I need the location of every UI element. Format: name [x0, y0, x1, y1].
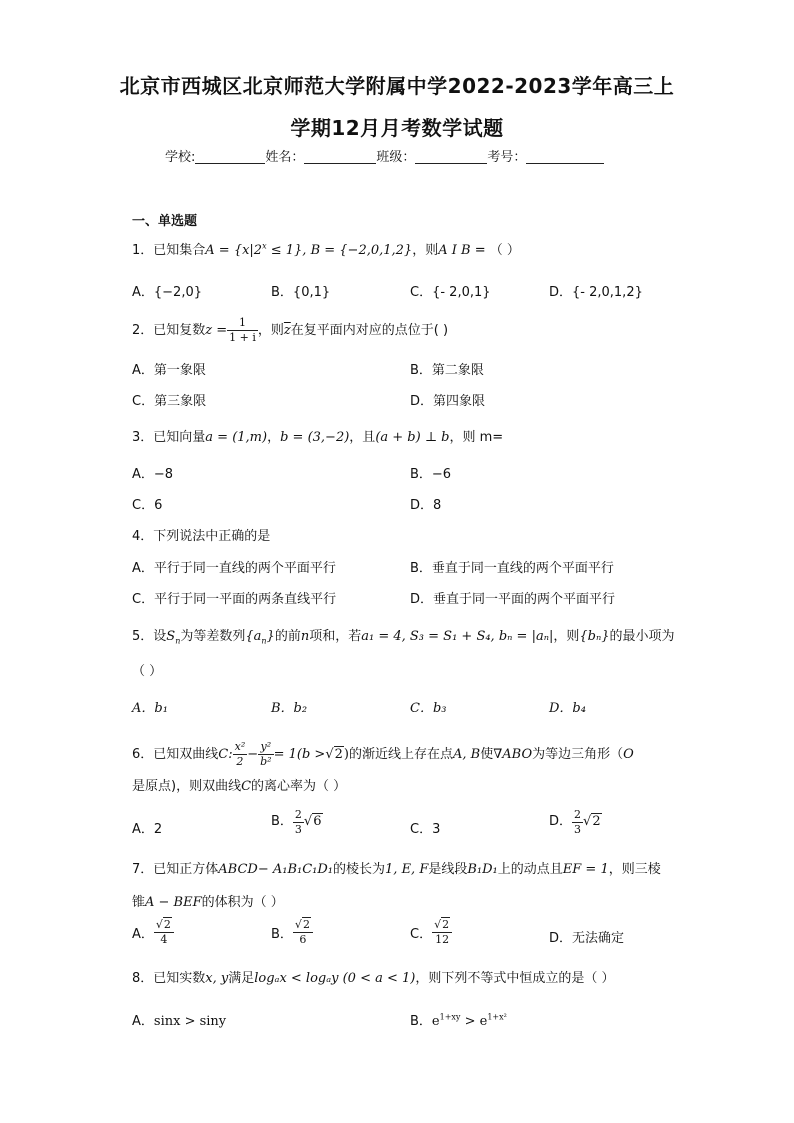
exam-no-label: 考号： — [487, 150, 527, 165]
q3-option-d[interactable]: D．8 — [410, 498, 442, 513]
q1-option-a[interactable]: A．{−2,0} — [132, 285, 203, 300]
q6-frac-x: $\frac{\text{x²}}{2}$ — [234, 740, 246, 768]
q6-mid: 的渐近线上存在点 — [348, 747, 453, 762]
q6-option-d[interactable]: D． $\frac{2}{3}$ √2 — [549, 808, 601, 836]
q1-option-c[interactable]: C．{- 2,0,1} — [410, 285, 491, 300]
q2-tail: 在复平面内对应的点位于( ) — [290, 323, 449, 338]
q5-prefix: 5．设 — [132, 629, 167, 644]
q2-z: z = — [205, 323, 228, 338]
name-blank[interactable] — [304, 150, 376, 164]
q8-tail: ，则下列不等式中恒成立的是（ ） — [415, 971, 615, 986]
q6-line2-tail: 的离心率为（ ） — [251, 779, 347, 794]
q7-option-d[interactable]: D．无法确定 — [549, 931, 625, 946]
q6-prefix: 6．已知双曲线 — [132, 747, 219, 762]
q7-segment: B₁D₁ — [467, 862, 498, 877]
q5-bn: {bₙ} — [579, 629, 610, 644]
q3-and: ，且 — [349, 430, 376, 445]
name-label: 姓名： — [265, 150, 305, 165]
q7-line2-tail: 的体积为（ ） — [201, 895, 284, 910]
q6-ab: A, B — [452, 747, 481, 762]
q6-curve: C: — [218, 747, 233, 762]
q6-mid2: 使 — [480, 747, 494, 762]
q6-option-b[interactable]: B． $\frac{2}{3}$ √6 — [271, 808, 322, 836]
q8-option-b[interactable]: B．$e^{1+xy} > e^{1+x^2}$ — [410, 1012, 507, 1029]
q7-line-2 — [132, 891, 284, 910]
q6-sqrt2: 2 — [334, 747, 343, 762]
q5-mid2: 的前 — [274, 629, 301, 644]
q7-option-a[interactable]: A． $\frac{√2}{4}$ — [132, 918, 174, 947]
q7-mid3: 上的动点且 — [497, 862, 563, 877]
q6-frac-y: $\frac{\text{y²}}{\text{b²}}$ — [260, 740, 272, 768]
q3-option-c[interactable]: C．6 — [132, 498, 163, 513]
q4-option-d[interactable]: D．垂直于同一平面的两个平面平行 — [410, 592, 616, 607]
q7-mid2: 是线段 — [428, 862, 468, 877]
q6-eq: = 1(b > — [273, 747, 326, 762]
school-blank[interactable] — [195, 150, 265, 164]
q8-option-a[interactable]: A．sinx > siny — [132, 1014, 227, 1029]
q7-tail: ，则三棱 — [608, 862, 661, 877]
q3-vector-a: a = (1,m) — [205, 430, 268, 445]
q2-prefix: 2．已知复数 — [132, 323, 206, 338]
q5-mid1: 为等差数列 — [180, 629, 246, 644]
q1-option-b[interactable]: B．{0,1} — [271, 285, 331, 300]
q3-option-a[interactable]: A．−8 — [132, 467, 174, 482]
q5-n: n — [300, 629, 310, 644]
q5-line-2: （ ） — [132, 664, 163, 679]
class-blank[interactable] — [415, 150, 487, 164]
title-line-1: 北京市西城区北京师范大学附属中学2022-2023学年高三上 — [119, 74, 675, 98]
q5-condition: a₁ = 4, S₃ = S₁ + S₄, bₙ = |aₙ| — [361, 629, 554, 644]
q6-close: ) — [343, 747, 349, 762]
q4-option-a[interactable]: A．平行于同一直线的两个平面平行 — [132, 561, 336, 576]
q2-option-c[interactable]: C．第三象限 — [132, 394, 207, 409]
q6-option-c[interactable]: C．3 — [410, 822, 441, 837]
q5-option-d[interactable]: D．b₄ — [549, 701, 586, 716]
q8-prefix: 8．已知实数 — [132, 971, 206, 986]
q1-intersection: A I B — [438, 243, 471, 258]
q2-option-d[interactable]: D．第四象限 — [410, 394, 486, 409]
q7-cube: ABCD− A₁B₁C₁D₁ — [218, 862, 334, 877]
question-8 — [132, 967, 614, 986]
q5-an: $\{a_n\}$ — [245, 629, 275, 646]
question-5 — [132, 625, 675, 646]
q7-option-c[interactable]: C． $\frac{√2}{12}$ — [410, 918, 452, 947]
q8-condition: logₐx < logₐy (0 < a < 1) — [254, 971, 416, 986]
q3-condition: (a + b) ⊥ b — [375, 430, 450, 445]
q3-option-b[interactable]: B．−6 — [410, 467, 452, 482]
q2-post: ，则 — [257, 323, 284, 338]
q7-mid: 的棱长为 — [333, 862, 386, 877]
question-1 — [132, 239, 520, 258]
q5-tail: 的最小项为 — [609, 629, 675, 644]
q6-line-2 — [132, 775, 346, 794]
question-6: 6．已知双曲线C: $\frac{\text{x²}}{2}$ − $\frac{\text{y²}}{\text{b²}}$ = 1(b >√2)的渐近线上存在点A, B使∇ABO为等边三角形（O — [132, 740, 634, 768]
q2-fraction: $\frac{1}{1 + i}$ — [229, 316, 256, 344]
school-label: 学校: — [165, 150, 196, 165]
q4-option-b[interactable]: B．垂直于同一直线的两个平面平行 — [410, 561, 614, 576]
q7-option-b[interactable]: B． $\frac{√2}{6}$ — [271, 918, 313, 947]
q7-prefix: 7．已知正方体 — [132, 862, 219, 877]
q6-option-a[interactable]: A．2 — [132, 822, 163, 837]
q1-post: ，则 — [412, 243, 439, 258]
q5-mid4: ，则 — [553, 629, 580, 644]
title-line-2: 学期12月月考数学试题 — [290, 116, 504, 140]
q6-c: C — [241, 779, 252, 794]
q5-option-c[interactable]: C．b₃ — [410, 701, 447, 716]
question-4: 4．下列说法中正确的是 — [132, 529, 271, 544]
q1-option-d[interactable]: D．{- 2,0,1,2} — [549, 285, 643, 300]
exam-no-blank[interactable] — [526, 150, 604, 164]
q6-line2-pre: 是原点)，则双曲线 — [132, 779, 242, 794]
q6-triangle: ∇ABO — [493, 747, 533, 762]
q5-option-b[interactable]: B．b₂ — [271, 701, 308, 716]
q6-o: O — [623, 747, 634, 762]
q8-mid: 满足 — [228, 971, 255, 986]
q7-vals: 1, E, F — [385, 862, 429, 877]
q2-option-a[interactable]: A．第一象限 — [132, 363, 206, 378]
q7-line2-pre: 锥 — [132, 895, 146, 910]
q2-zbar: $\overline{z}$ — [283, 323, 291, 338]
q4-option-c[interactable]: C．平行于同一平面的两条直线平行 — [132, 592, 337, 607]
section-heading: 一、单选题 — [132, 214, 198, 229]
q3-prefix: 3．已知向量 — [132, 430, 206, 445]
q8-xy: x, y — [205, 971, 229, 986]
q1-tail: = （ ） — [470, 243, 520, 258]
student-info-line — [165, 146, 604, 165]
question-3: 3．已知向量a = (1,m)，b = (3,−2)，且(a + b) ⊥ b，则 m= — [132, 430, 504, 445]
q7-ef: EF = 1 — [562, 862, 609, 877]
q7-pyramid: A − BEF — [145, 895, 202, 910]
q5-option-a[interactable]: A．b₁ — [132, 701, 168, 716]
q6-minus: − — [247, 747, 259, 762]
q5-sn: $S_n$ — [166, 629, 181, 646]
q3-vector-b: b = (3,−2) — [280, 430, 350, 445]
q3-tail: ，则 m= — [449, 430, 504, 445]
class-label: 班级： — [376, 150, 416, 165]
question-2 — [132, 316, 448, 345]
q6-tail: 为等边三角形（ — [532, 747, 624, 762]
q1-prefix: 1．已知集合 — [132, 243, 206, 258]
question-7 — [132, 858, 661, 877]
q5-mid3: 项和，若 — [309, 629, 362, 644]
q2-option-b[interactable]: B．第二象限 — [410, 363, 484, 378]
q1-set-a: $A = \{x|2^x \le 1\}$, B = {−2,0,1,2} — [205, 241, 413, 258]
